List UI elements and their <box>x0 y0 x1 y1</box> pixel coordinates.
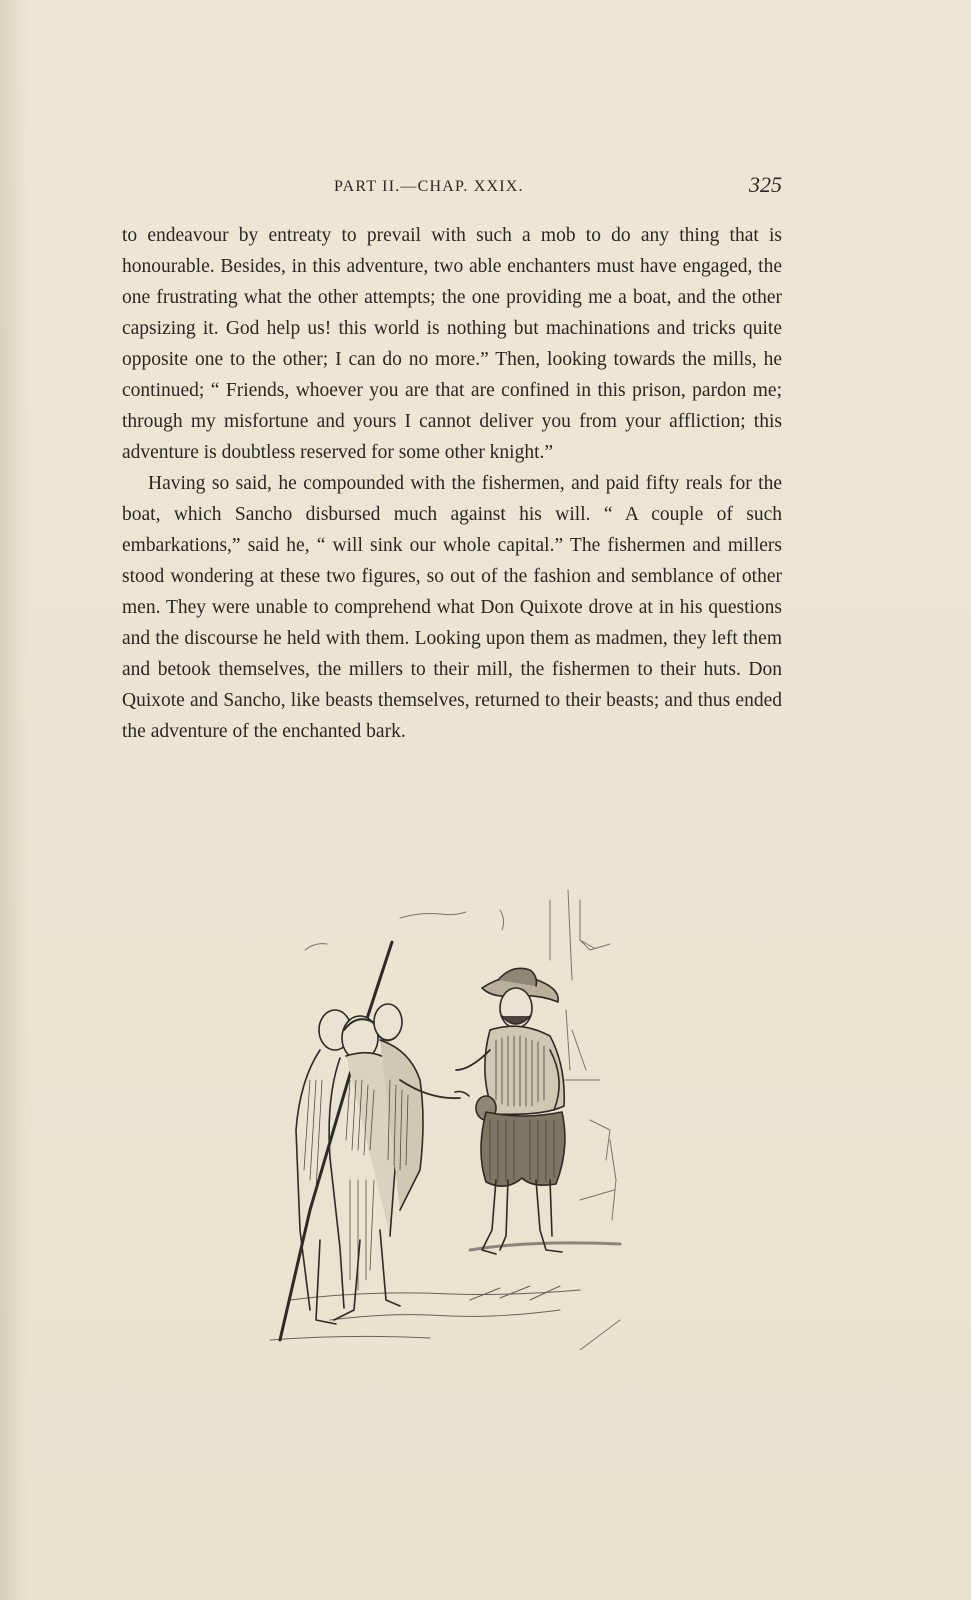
page-number: 325 <box>749 172 782 197</box>
engraving-illustration-icon <box>250 880 670 1350</box>
running-head: PART II.—CHAP. XXIX. <box>334 178 524 195</box>
paragraph-2: Having so said, he compounded with the fishermen, and paid fifty reals for the boat, which Sancho disbursed much against his will. “ A couple of such embarkations,” said he, “ will sink our whole capital.” The fishermen and millers stood wondering at these two figures, so out of the fashion and semblance of other men. They were unable to comprehend what Don Quixote drove at in his questions and the discourse he held with them. Looking upon them as madmen, they left them and betook themselves, the millers to their mill, the fishermen to their huts. Don Quixote and Sancho, like beasts themselves, returned to their beasts; and thus ended the adventure of the enchanted bark. <box>122 473 782 742</box>
paragraph-1: to endeavour by entreaty to prevail with such a mob to do any thing that is honourable. Besides, in this adventure, two able enchanters must have engaged, the one frustrating what the other attempts; the one providing me a boat, and the other capsizing it. God help us! this world is nothing but machinations and tricks quite opposite one to the other; I can do no more.” Then, looking towards the mills, he continued; “ Friends, whoever you are that are confined in this prison, pardon me; through my misfortune and yours I cannot deliver you from your affliction; this adventure is doubtless reserved for some other knight.” <box>122 225 782 463</box>
body-text <box>122 220 782 747</box>
page-header <box>122 172 782 206</box>
